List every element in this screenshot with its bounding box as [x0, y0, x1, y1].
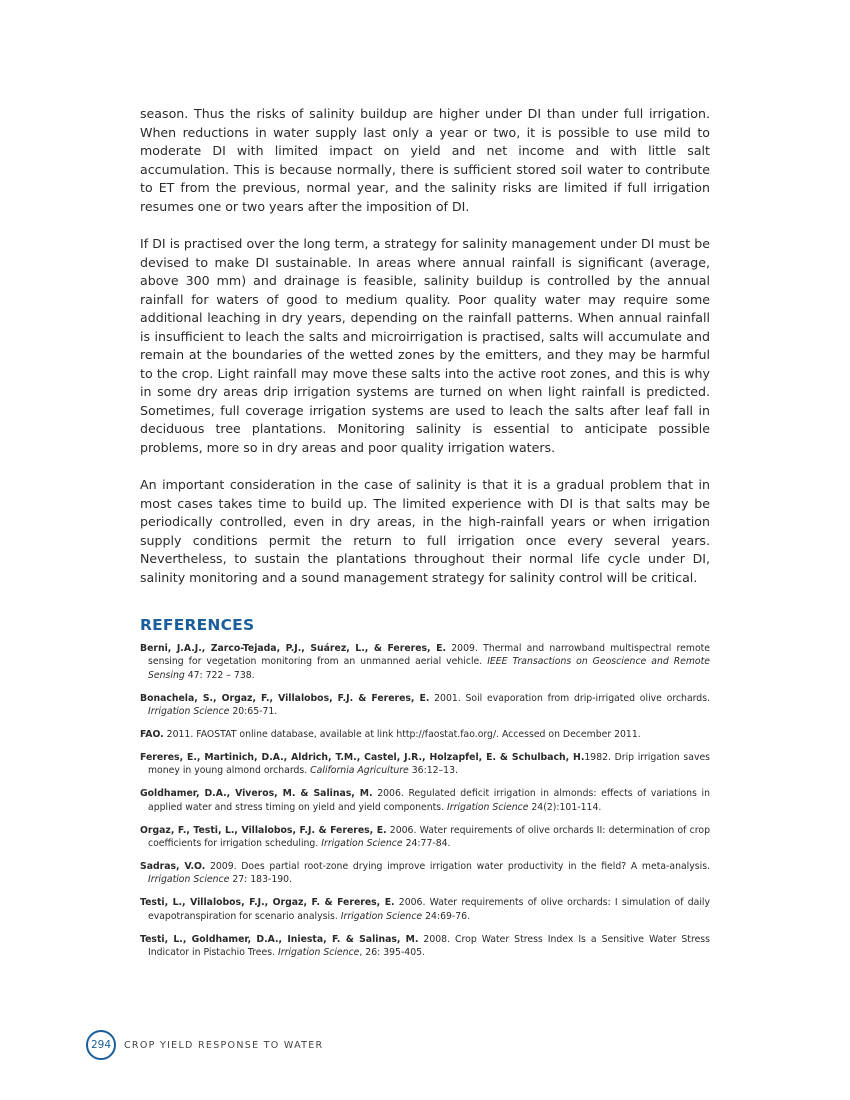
- reference-authors: Goldhamer, D.A., Viveros, M. & Salinas, M.: [140, 788, 373, 800]
- reference-text: 2006. Water requirements of olive orchards: I simulation of daily evapotranspiration for scenario analysis.: [148, 897, 710, 922]
- reference-authors: Fereres, E., Martinich, D.A., Aldrich, T.M., Castel, J.R., Holzapfel, E. & Schulbach, H.: [140, 751, 585, 763]
- body-paragraph-3: An important consideration in the case of salinity is that it is a gradual problem that in most cases takes time to build up. The limited experience with DI is that salts may be periodically controlled, even in dry areas, in the high-rainfall years or when irrigation supply conditions permit the return to full irrigation once every several years. Nevertheless, to sustain the plantations throughout their normal life cycle under DI, salinity monitoring and a sound management strategy for salinity control will be critical.: [140, 477, 710, 585]
- reference-authors: Berni, J.A.J., Zarco-Tejada, P.J., Suárez, L., & Fereres, E.: [140, 643, 447, 654]
- reference-text: 2001. Soil evaporation from drip-irrigated olive orchards.: [429, 692, 710, 704]
- body-paragraph-2: If DI is practised over the long term, a strategy for salinity management under DI must be devised to make DI sustainable. In areas where annual rainfall is significant (average, above 300 mm) and drainage is feasible, salinity buildup is controlled by the annual rainfall for waters of good to medium quality. Poor quality water may require some additional leaching in dry years, depending on the rainfall patterns. When annual rainfall is insufficient to leach the salts and microirrigation is practised, salts will accumulate and remain at the boundaries of the wetted zones by the emitters, and they may be harmful to the crop. Light rainfall may move these salts into the active root zones, and this is why in some dry areas drip irrigation systems are turned on when light rainfall is predicted. Sometimes, full coverage irrigation systems are used to leach the salts after leaf fall in deciduous tree plantations. Monitoring salinity is essential to anticipate possible problems, more so in dry areas and poor quality irrigation waters.: [140, 236, 710, 455]
- reference-text: 2006. Regulated deficit irrigation in almonds: effects of variations in applied water and stress timing on yield and yield components.: [148, 788, 710, 813]
- reference-text: 2008. Crop Water Stress Index Is a Sensitive Water Stress Indicator in Pistachio Trees.: [148, 933, 710, 958]
- reference-journal: California Agriculture: [310, 765, 409, 777]
- reference-item: [140, 860, 710, 887]
- reference-journal: IEEE Transactions on Geoscience and Remote Sensing: [148, 656, 710, 681]
- reference-authors: Testi, L., Goldhamer, D.A., Iniesta, F. & Salinas, M.: [140, 933, 419, 945]
- reference-text: 2011. FAOSTAT online database, available at link http://faostat.fao.org/. Accessed on December 2011.: [163, 729, 641, 741]
- reference-item: [140, 896, 710, 923]
- reference-text: 2009. Thermal and narrowband multispectral remote sensing for vegetation monitoring from an unmanned aerial vehicle.: [148, 643, 710, 668]
- reference-item: [140, 824, 710, 851]
- body-paragraph-1: season. Thus the risks of salinity buildup are higher under DI than under full irrigation. When reductions in water supply last only a year or two, it is possible to use mild to moderate DI with limited impact on yield and net income and with little salt accumulation. This is because normally, there is sufficient stored soil water to contribute to ET from the previous, normal year, and the salinity risks are limited if full irrigation resumes one or two years after the imposition of DI.: [140, 106, 710, 214]
- reference-item: [140, 642, 710, 682]
- reference-text: 1982. Drip irrigation saves money in young almond orchards.: [148, 751, 711, 777]
- reference-item: [140, 728, 710, 741]
- reference-authors: Testi, L., Villalobos, F.J., Orgaz, F. & Fereres, E.: [140, 897, 395, 909]
- reference-authors: Orgaz, F., Testi, L., Villalobos, F.J. & Fereres, E.: [140, 824, 387, 836]
- page-number: 294: [90, 1039, 112, 1051]
- reference-tail: 36:12–13.: [408, 765, 458, 777]
- references-list: [140, 642, 710, 969]
- page-footer: [86, 1031, 323, 1059]
- reference-authors: FAO.: [140, 729, 164, 741]
- reference-tail: 47: 722 – 738.: [184, 669, 255, 681]
- reference-tail: 24:69-76.: [422, 910, 471, 922]
- reference-authors: Sadras, V.O.: [140, 860, 206, 872]
- reference-journal: Irrigation Science: [148, 874, 230, 886]
- reference-journal: Irrigation Science: [148, 706, 230, 718]
- reference-item: [140, 692, 710, 719]
- reference-journal: Irrigation Science: [447, 801, 529, 813]
- reference-tail: , 26: 395-405.: [359, 946, 426, 958]
- reference-tail: 20:65-71.: [229, 706, 278, 718]
- reference-tail: 24(2):101-114.: [528, 801, 602, 813]
- reference-text: 2009. Does partial root-zone drying improve irrigation water productivity in the field? A meta-analysis.: [205, 860, 710, 872]
- reference-item: [140, 751, 710, 778]
- reference-tail: 24:77-84.: [402, 837, 451, 849]
- reference-journal: Irrigation Science: [278, 946, 360, 958]
- page-number-badge: [86, 1030, 116, 1060]
- reference-text: 2006. Water requirements of olive orchards II: determination of crop coefficients for irrigation scheduling.: [148, 824, 710, 849]
- reference-authors: Bonachela, S., Orgaz, F., Villalobos, F.J. & Fereres, E.: [140, 692, 430, 704]
- reference-journal: Irrigation Science: [340, 910, 423, 922]
- reference-journal: Irrigation Science: [321, 837, 403, 849]
- running-title: CROP YIELD RESPONSE TO WATER: [124, 1039, 324, 1051]
- reference-item: [140, 933, 710, 960]
- references-heading: REFERENCES: [140, 616, 255, 634]
- reference-item: [140, 787, 710, 814]
- reference-tail: 27: 183-190.: [229, 874, 293, 886]
- body-text: [140, 105, 710, 606]
